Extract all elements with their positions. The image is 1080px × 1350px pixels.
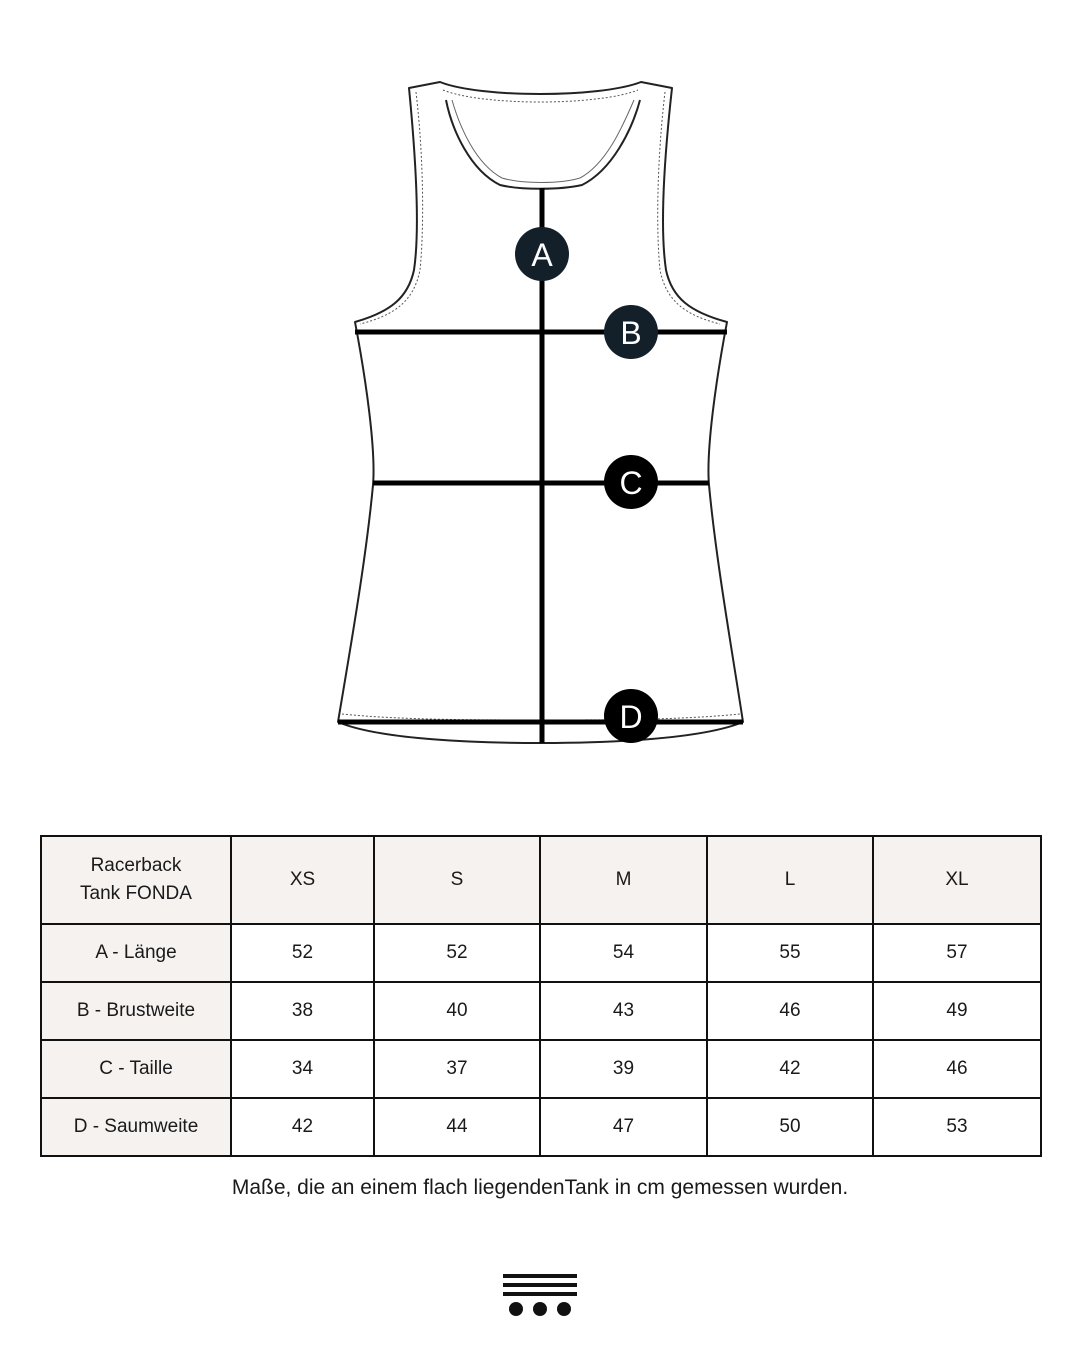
table-cell: 42 bbox=[707, 1040, 873, 1098]
marker-c bbox=[604, 455, 658, 509]
table-cell: 44 bbox=[374, 1098, 540, 1156]
marker-a bbox=[515, 227, 569, 281]
row-label: A - Länge bbox=[41, 924, 231, 982]
table-title-line1: Racerback bbox=[90, 855, 182, 876]
marker-a-label: A bbox=[531, 237, 553, 273]
size-header-l: L bbox=[707, 836, 873, 924]
table-cell: 49 bbox=[873, 982, 1041, 1040]
table-cell: 43 bbox=[540, 982, 707, 1040]
size-chart-table bbox=[40, 835, 1042, 1157]
row-label: B - Brustweite bbox=[41, 982, 231, 1040]
table-title-line2: Tank FONDA bbox=[80, 883, 192, 904]
table-cell: 52 bbox=[231, 924, 374, 982]
row-label: D - Saumweite bbox=[41, 1098, 231, 1156]
table-cell: 46 bbox=[873, 1040, 1041, 1098]
table-cell: 57 bbox=[873, 924, 1041, 982]
marker-c-label: C bbox=[619, 465, 643, 501]
size-header-xs: XS bbox=[231, 836, 374, 924]
table-row bbox=[41, 982, 1041, 1040]
table-cell: 46 bbox=[707, 982, 873, 1040]
measurement-note: Maße, die an einem flach liegendenTank in cm gemessen wurden. bbox=[231, 1176, 849, 1199]
table-row bbox=[41, 1040, 1041, 1098]
table-header-row bbox=[41, 836, 1041, 924]
table-row bbox=[41, 924, 1041, 982]
table-cell: 38 bbox=[231, 982, 374, 1040]
table-cell: 52 bbox=[374, 924, 540, 982]
marker-b bbox=[604, 305, 658, 359]
size-header-m: M bbox=[540, 836, 707, 924]
table-cell: 34 bbox=[231, 1040, 374, 1098]
table-cell: 42 bbox=[231, 1098, 374, 1156]
table-cell: 40 bbox=[374, 982, 540, 1040]
table-cell: 53 bbox=[873, 1098, 1041, 1156]
marker-d-label: D bbox=[619, 699, 643, 735]
brand-logo-icon bbox=[503, 1274, 577, 1318]
table-cell: 39 bbox=[540, 1040, 707, 1098]
row-label: C - Taille bbox=[41, 1040, 231, 1098]
size-header-xl: XL bbox=[873, 836, 1041, 924]
marker-d bbox=[604, 689, 658, 743]
table-title-cell bbox=[41, 836, 231, 924]
marker-b-label: B bbox=[620, 315, 642, 351]
table-row bbox=[41, 1098, 1041, 1156]
table-cell: 37 bbox=[374, 1040, 540, 1098]
table-cell: 54 bbox=[540, 924, 707, 982]
table-cell: 47 bbox=[540, 1098, 707, 1156]
table-cell: 50 bbox=[707, 1098, 873, 1156]
table-cell: 55 bbox=[707, 924, 873, 982]
size-header-s: S bbox=[374, 836, 540, 924]
